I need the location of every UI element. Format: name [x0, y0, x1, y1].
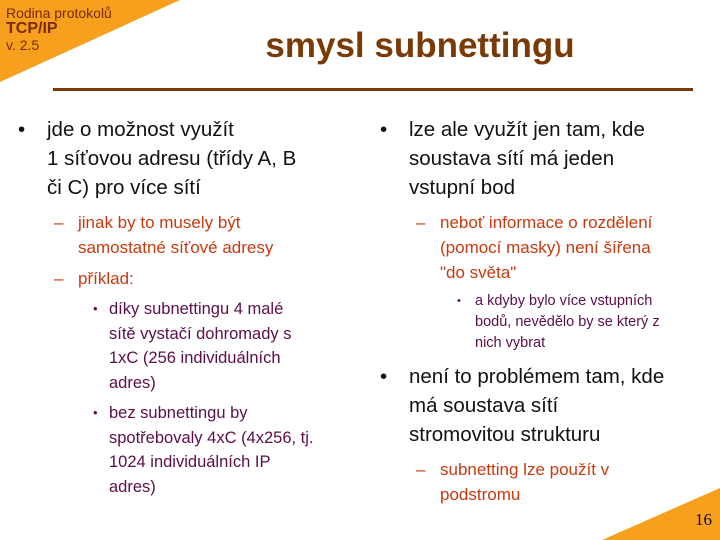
bullet-marker: • — [18, 118, 26, 141]
bullet-line: má soustava sítí — [409, 394, 559, 417]
bullet-marker: • — [93, 301, 98, 316]
subsub-line: 1xC (256 individuálních — [109, 349, 281, 367]
subsub-line: 1024 individuálních IP — [109, 453, 271, 471]
sub-line: podstromu — [440, 485, 521, 504]
bullet-line: jde o možnost využít — [47, 118, 234, 141]
bullet-line: stromovitou strukturu — [409, 423, 601, 446]
subsub-line: adres) — [109, 373, 156, 392]
dash-marker: – — [416, 213, 426, 232]
course-topic: TCP/IP — [6, 20, 58, 37]
sub-line: jinak by to musely být — [78, 213, 241, 232]
dash-marker: – — [416, 460, 426, 479]
bullet-marker: • — [457, 295, 461, 307]
bullet-marker: • — [380, 365, 388, 388]
page-number: 16 — [695, 510, 712, 529]
sub-item — [380, 210, 710, 285]
subsub-line: bez subnettingu by — [109, 404, 248, 422]
bullet-line: není to problémem tam, kde — [409, 365, 665, 388]
bullet-item — [380, 362, 710, 449]
subsub-line: spotřebovaly 4xC (4x256, tj. — [109, 428, 314, 447]
bullet-item — [18, 115, 358, 202]
subsub-line: nich vybrat — [475, 335, 546, 351]
left-column — [18, 115, 358, 505]
title-underline — [53, 88, 693, 91]
bullet-line: či C) pro více sítí — [47, 176, 201, 199]
slide-title: smysl subnettingu — [265, 26, 575, 65]
subsub-item — [380, 291, 710, 354]
subsub-line: díky subnettingu 4 malé — [109, 300, 284, 318]
subsub-line: adres) — [109, 477, 156, 496]
course-tag — [6, 5, 112, 53]
bullet-line: lze ale využít jen tam, kde — [409, 118, 645, 141]
right-column — [380, 115, 710, 513]
bullet-line: vstupní bod — [409, 176, 515, 199]
course-version: v. 2.5 — [6, 37, 40, 53]
subsub-line: a kdyby bylo více vstupních — [475, 293, 653, 309]
dash-marker: – — [54, 213, 64, 232]
bullet-item — [380, 115, 710, 202]
sub-line: subnetting lze použít v — [440, 460, 610, 479]
subsub-item — [18, 401, 358, 499]
sub-item — [18, 210, 358, 260]
sub-line: samostatné síťové adresy — [78, 238, 274, 257]
subsub-line: bodů, nevědělo by se který z — [475, 314, 660, 330]
bullet-marker: • — [93, 405, 98, 420]
course-name: Rodina protokolů — [6, 5, 112, 21]
sub-item — [18, 266, 358, 291]
subsub-line: sítě vystačí dohromady s — [109, 324, 292, 343]
sub-item — [380, 457, 710, 507]
bullet-line: soustava sítí má jeden — [409, 147, 615, 170]
sub-line: příklad: — [78, 269, 134, 288]
subsub-item — [18, 297, 358, 395]
sub-line: (pomocí masky) není šířena — [440, 238, 651, 257]
sub-line: "do světa" — [440, 263, 517, 282]
dash-marker: – — [54, 269, 64, 288]
sub-line: neboť informace o rozdělení — [440, 213, 653, 232]
bullet-marker: • — [380, 118, 388, 141]
bullet-line: 1 síťovou adresu (třídy A, B — [47, 147, 297, 170]
